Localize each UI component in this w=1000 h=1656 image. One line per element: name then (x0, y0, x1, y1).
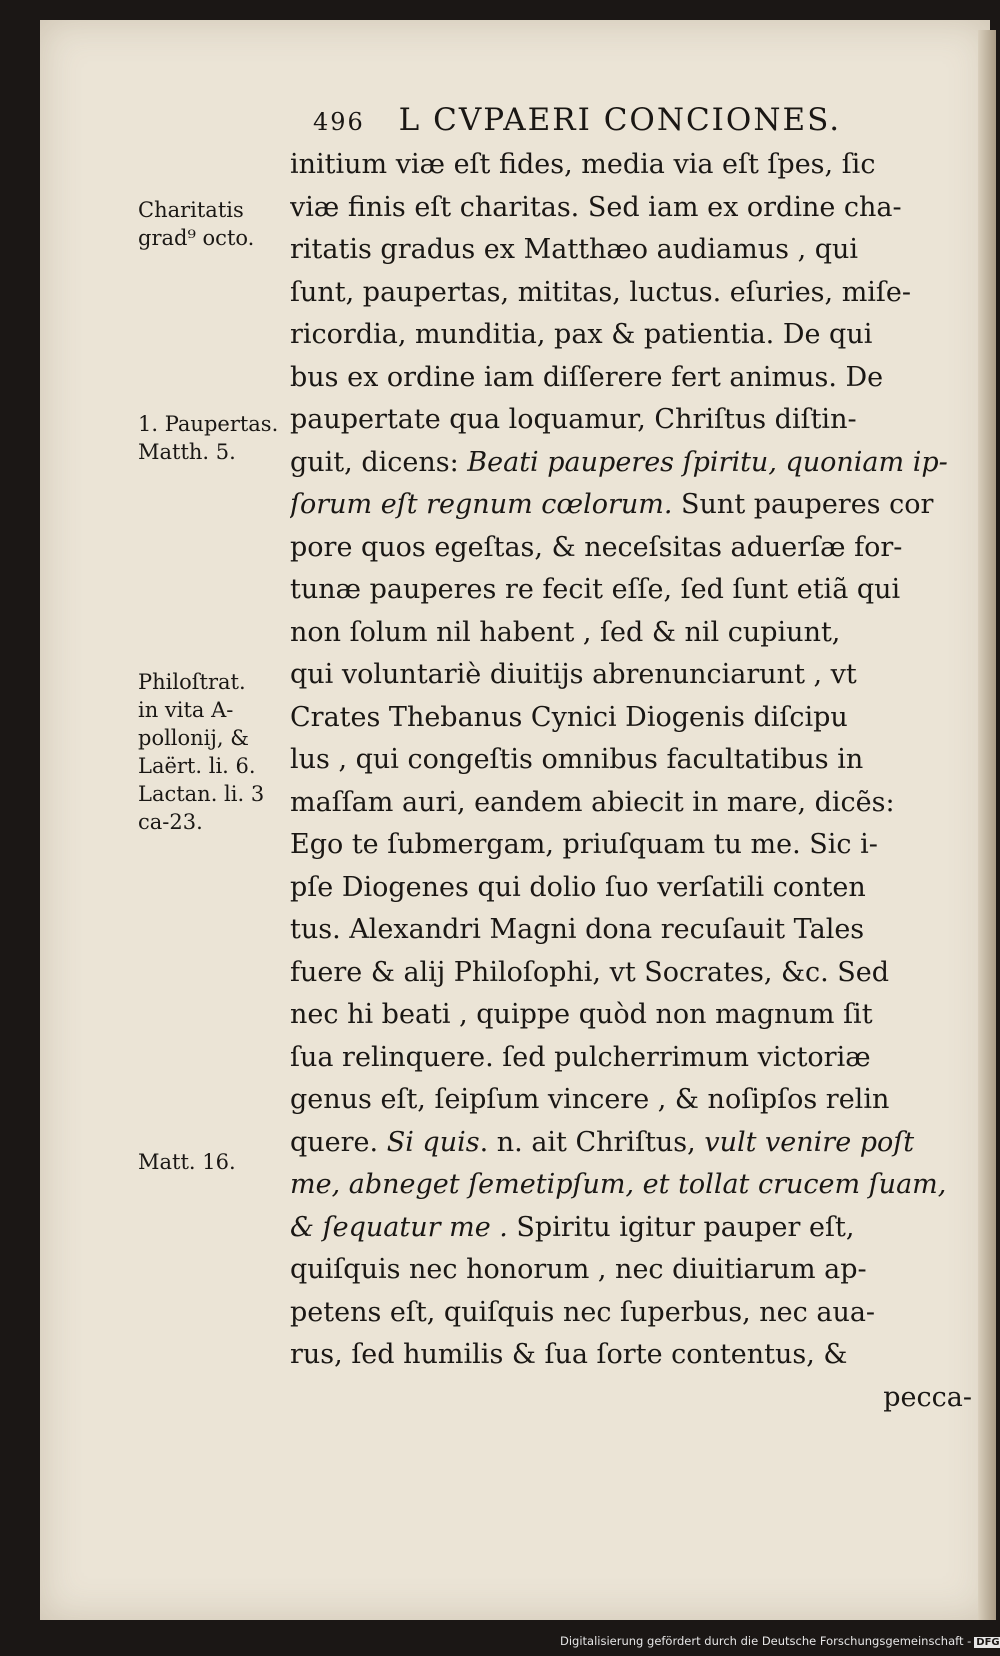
text-line (290, 1292, 972, 1335)
text-segment: paupertate qua loquamur, Chriſtus diſtin- (290, 404, 857, 435)
text-segment: Crates Thebanus Cynici Diogenis diſcipu (290, 701, 848, 733)
italic-segment: Beati pauperes ſpiritu, quoniam ip- (467, 446, 948, 478)
text-segment: tus. Alexandri Magni dona recuſauit Tales (290, 914, 865, 945)
text-line (290, 187, 972, 230)
italic-segment: Si quis (386, 1126, 480, 1158)
page-number: 496 (313, 108, 365, 136)
text-segment: guit, dicens: (290, 446, 468, 478)
dfg-logo: DFG (976, 1637, 1000, 1648)
text-line (290, 272, 972, 315)
marginal-note-line: Matt. 16. (138, 1150, 236, 1174)
text-segment: quere. (290, 1126, 387, 1158)
text-segment: tunæ pauperes re fecit eſſe, ſed ſunt etiã qui (290, 574, 901, 605)
text-segment: ſua relinquere. ſed pulcherrimum victoriæ (290, 1041, 871, 1073)
italic-segment: me, abneget ſemetipſum, et tollat crucem ſuam, (290, 1169, 947, 1200)
marginal-note-line: Philoſtrat. (138, 670, 246, 694)
text-line (290, 697, 972, 740)
text-line (290, 1079, 972, 1122)
text-line (290, 1164, 972, 1207)
marginal-note-line: ca-23. (138, 810, 203, 834)
text-line (290, 569, 972, 612)
marginal-note-line: in vita A- (138, 698, 234, 722)
text-line (290, 144, 972, 187)
text-segment: rus, ſed humilis & ſua ſorte contentus, & (290, 1339, 848, 1370)
marginal-note (138, 410, 286, 466)
text-line (290, 1334, 972, 1377)
text-segment: pſe Diogenes qui dolio ſuo verſatili conten (290, 871, 866, 903)
running-header (313, 102, 903, 138)
marginal-note-line: Charitatis (138, 198, 244, 222)
text-line (290, 782, 972, 825)
text-line (290, 994, 972, 1037)
text-segment: nec hi beati , quippe quòd non magnum ſit (290, 999, 873, 1030)
text-segment: pecca- (883, 1381, 972, 1413)
text-line (290, 229, 972, 272)
text-segment: bus ex ordine iam diſſerere fert animus. De (290, 361, 884, 393)
text-line (290, 442, 972, 485)
text-segment: . n. ait Chriſtus, (479, 1126, 705, 1158)
marginal-note-line: grad⁹ octo. (138, 226, 255, 250)
marginal-note (138, 196, 286, 252)
text-segment: lus , qui congeſtis omnibus facultatibus in (290, 744, 864, 775)
text-segment: petens eſt, quiſquis nec ſuperbus, nec aua- (290, 1296, 876, 1328)
marginal-note-line: Laërt. li. 6. (138, 754, 256, 778)
marginal-note (138, 1148, 286, 1176)
text-segment: Sunt pauperes cor (672, 489, 934, 520)
text-line (290, 527, 972, 570)
text-line (290, 612, 972, 655)
text-line (290, 399, 972, 442)
marginal-note-line: 1. Paupertas. (138, 412, 279, 436)
text-line (290, 739, 972, 782)
marginal-note-line: pollonij, & (138, 726, 249, 750)
italic-segment: & ſequatur me . (290, 1211, 508, 1243)
text-line (290, 654, 972, 697)
text-line (290, 1122, 972, 1165)
text-line (290, 357, 972, 400)
credit-text: Digitalisierung gefördert durch die Deutsche Forschungsgemeinschaft - (560, 1634, 972, 1648)
text-line (290, 824, 972, 867)
text-line (290, 314, 972, 357)
text-segment: quiſquis nec honorum , nec diuitiarum ap- (290, 1254, 867, 1285)
text-line (290, 1037, 972, 1080)
italic-segment: vult venire poſt (704, 1126, 915, 1158)
text-segment: Spiritu igitur pauper eſt, (507, 1211, 855, 1243)
page-edge (978, 30, 996, 1620)
text-line (290, 1249, 972, 1292)
italic-segment: ſorum eſt regnum cœlorum. (290, 489, 673, 520)
marginal-note-line: Matth. 5. (138, 440, 236, 464)
running-title: L CVPAERI CONCIONES. (398, 102, 842, 138)
text-segment: ſunt, paupertas, mititas, luctus. eſuries, miſe- (290, 276, 912, 308)
text-line (290, 909, 972, 952)
text-line (290, 484, 972, 527)
main-text-block (290, 144, 972, 1419)
text-segment: maſſam auri, eandem abiecit in mare, dicẽs: (290, 786, 895, 818)
text-segment: qui voluntariè diuitijs abrenunciarunt , vt (290, 659, 857, 690)
marginal-note (138, 668, 286, 836)
text-segment: initium viæ eſt fides, media via eſt ſpes, ſic (290, 149, 876, 180)
text-segment: ricordia, munditia, pax & patientia. De qui (290, 319, 873, 350)
text-line (290, 1207, 972, 1250)
text-segment: pore quos egeſtas, & neceſsitas aduerſæ for- (290, 531, 903, 563)
text-segment: genus eſt, ſeipſum vincere , & noſipſos relin (290, 1084, 890, 1115)
text-segment: fuere & alij Philoſophi, vt Socrates, &c. Sed (290, 956, 890, 988)
text-segment: viæ finis eſt charitas. Sed iam ex ordine cha- (290, 191, 902, 223)
text-segment: ritatis gradus ex Matthæo audiamus , qui (290, 234, 859, 265)
text-line (290, 1377, 972, 1420)
text-line (290, 952, 972, 995)
text-segment: Ego te ſubmergam, priuſquam tu me. Sic i- (290, 829, 878, 860)
text-line (290, 867, 972, 910)
marginal-note-line: Lactan. li. 3 (138, 782, 265, 806)
digitization-credit (560, 1634, 1000, 1648)
text-segment: non ſolum nil habent , ſed & nil cupiunt, (290, 616, 841, 648)
